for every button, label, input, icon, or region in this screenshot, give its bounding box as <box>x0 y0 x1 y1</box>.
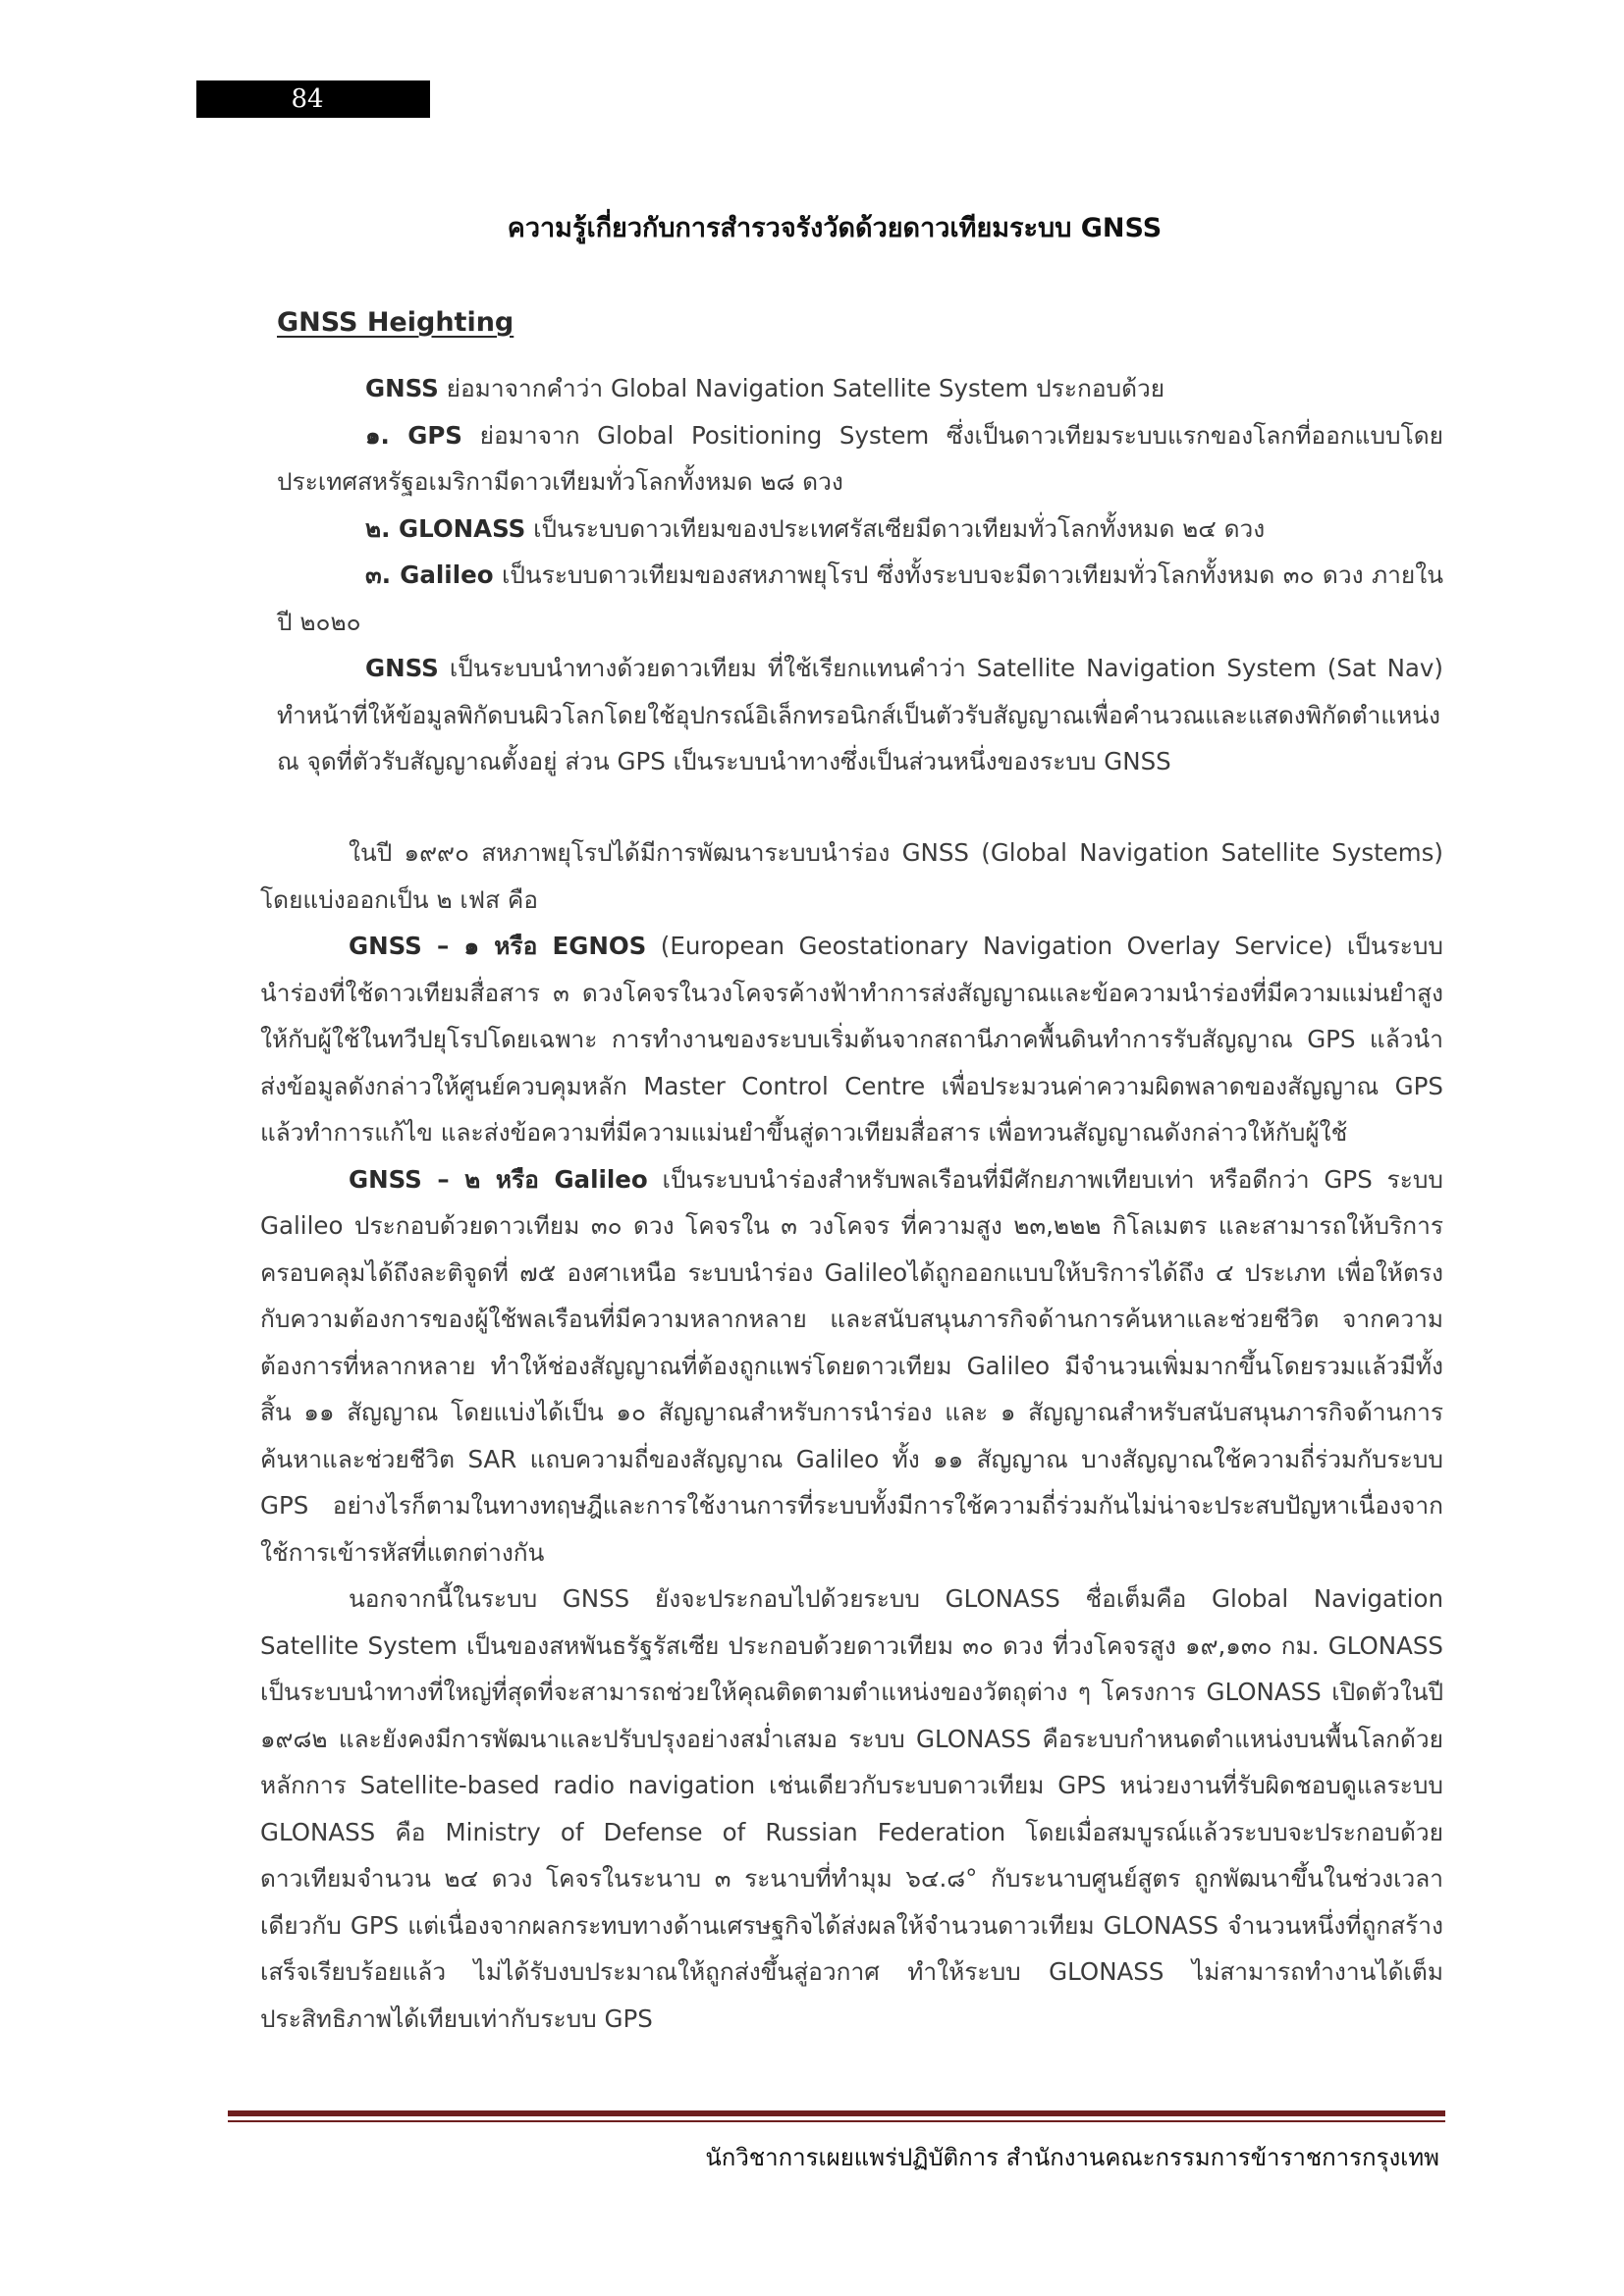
paragraph-egnos <box>260 923 1443 1156</box>
document-title: ความรู้เกี่ยวกับการสำรวจรังวัดด้วยดาวเทียมระบบ GNSS <box>507 213 1163 243</box>
term-bold: ๓. Galileo <box>365 561 494 589</box>
term-bold: ๒. GLONASS <box>365 513 526 543</box>
paragraph-galileo-phase <box>260 1156 1443 1576</box>
term-bold: GNSS – ๒ หรือ Galileo <box>349 1164 648 1194</box>
paragraph-text: เป็นระบบดาวเทียมของประเทศรัสเซียมีดาวเทียมทั่วโลกทั้งหมด ๒๔ ดวง <box>525 513 1266 543</box>
term-bold: GNSS – ๑ หรือ EGNOS <box>349 932 647 960</box>
paragraph-text: เป็นระบบดาวเทียมของสหภาพยุโรป ซึ่งทั้งระบบจะมีดาวเทียมทั่วโลกทั้งหมด ๓๐ ดวง ภายในปี ๒๐๒๐ <box>277 561 1443 636</box>
footer-rule <box>228 2110 1445 2116</box>
paragraph-1990-development <box>260 829 1443 923</box>
footer-text: นักวิชาการเผยแพร่ปฏิบัติการ สำนักงานคณะกรรมการข้าราชการกรุงเทพ <box>705 2144 1439 2171</box>
paragraph-text: ในปี ๑๙๙๐ สหภาพยุโรปได้มีการพัฒนาระบบนำร่อง GNSS (Global Navigation Satellite Systems) โดยแบ่งออกเป็น ๒ เฟส คือ <box>260 838 1443 914</box>
paragraph-text: เป็นระบบนำร่องสำหรับพลเรือนที่มีศักยภาพเทียบเท่า หรือดีกว่า GPS ระบบ Galileo ประกอบด้วยดาวเทียม ๓๐ ดวง โคจรใน ๓ วงโคจร ที่ความสูง ๒๓,๒๒๒ กิโลเมตร และสามารถให้บริการครอบคลุมได้ถึงละติจูดที่ ๗๕ องศาเหนือ ระบบนำร่อง Galileoได้ถูกออกแบบให้บริการได้ถึง ๔ ประเภท เพื่อให้ตรงกับความต้องการของผู้ใช้พลเรือนที่มีความหลากหลาย และสนับสนุนภารกิจด้านการค้นหาและช่วยชีวิต จากความต้องการที่หลากหลาย ทำให้ช่องสัญญาณที่ต้องถูกแพร่โดยดาวเทียม Galileo มีจำนวนเพิ่มมากขึ้นโดยรวมแล้วมีทั้งสิ้น ๑๑ สัญญาณ โดยแบ่งได้เป็น ๑๐ สัญญาณสำหรับการนำร่อง และ ๑ สัญญาณสำหรับสนับสนุนภารกิจด้านการค้นหาและช่วยชีวิต SAR แถบความถี่ของสัญญาณ Galileo ทั้ง ๑๑ สัญญาณ บางสัญญาณใช้ความถี่ร่วมกับระบบ GPS อย่างไรก็ตามในทางทฤษฎีและการใช้งานการที่ระบบทั้งมีการใช้ความถี่ร่วมกันไม่น่าจะประสบปัญหาเนื่องจากใช้การเข้ารหัสที่แตกต่างกัน <box>260 1164 1443 1567</box>
paragraph-gps <box>277 412 1443 506</box>
term-bold: ๑. GPS <box>365 420 462 450</box>
history-paragraphs <box>260 829 1443 2042</box>
term-bold: GNSS <box>365 654 439 682</box>
page-number: 84 <box>291 84 324 114</box>
paragraph-text: ย่อมาจาก Global Positioning System ซึ่งเป็นดาวเทียมระบบแรกของโลกที่ออกแบบโดยประเทศสหรัฐอเมริกามีดาวเทียมทั่วโลกทั้งหมด ๒๘ ดวง <box>277 420 1443 496</box>
paragraph-glonass <box>277 506 1443 553</box>
paragraph-glonass-detail <box>260 1575 1443 2042</box>
paragraph-text: ย่อมาจากคำว่า Global Navigation Satellite System ประกอบด้วย <box>438 374 1165 402</box>
paragraph-text: นอกจากนี้ในระบบ GNSS ยังจะประกอบไปด้วยระบบ GLONASS ชื่อเต็มคือ Global Navigation Satellite System เป็นของสหพันธรัฐรัสเซีย ประกอบด้วยดาวเทียม ๓๐ ดวง ที่วงโคจรสูง ๑๙,๑๓๐ กม. GLONASS เป็นระบบนำทางที่ใหญ่ที่สุดที่จะสามารถช่วยให้คุณติดตามตำแหน่งของวัตถุต่าง ๆ โครงการ GLONASS เปิดตัวในปี ๑๙๘๒ และยังคงมีการพัฒนาและปรับปรุงอย่างสม่ำเสมอ ระบบ GLONASS คือระบบกำหนดตำแหน่งบนพื้นโลกด้วยหลักการ Satellite-based radio navigation เช่นเดียวกับระบบดาวเทียม GPS หน่วยงานที่รับผิดชอบดูแลระบบ GLONASS คือ Ministry of Defense of Russian Federation โดยเมื่อสมบูรณ์แล้วระบบจะประกอบด้วยดาวเทียมจำนวน ๒๔ ดวง โคจรในระนาบ ๓ ระนาบที่ทำมุม ๖๔.๘° กับระนาบศูนย์สูตร ถูกพัฒนาขึ้นในช่วงเวลาเดียวกับ GPS แต่เนื่องจากผลกระทบทางด้านเศรษฐกิจได้ส่งผลให้จำนวนดาวเทียม GLONASS จำนวนหนึ่งที่ถูกสร้างเสร็จเรียบร้อยแล้ว ไม่ได้รับงบประมาณให้ถูกส่งขึ้นสู่อวกาศ ทำให้ระบบ GLONASS ไม่สามารถทำงานได้เต็มประสิทธิภาพได้เทียบเท่ากับระบบ GPS <box>260 1584 1443 2033</box>
paragraph-gnss-definition <box>277 365 1443 412</box>
paragraph-text: (European Geostationary Navigation Overlay Service) เป็นระบบนำร่องที่ใช้ดาวเทียมสื่อสาร ๓ ดวงโคจรในวงโคจรค้างฟ้าทำการส่งสัญญาณและข้อความนำร่องที่มีความแม่นยำสูงให้กับผู้ใช้ในทวีปยุโรปโดยเฉพาะ การทำงานของระบบเริ่มต้นจากสถานีภาคพื้นดินทำการรับสัญญาณ GPS แล้วนำส่งข้อมูลดังกล่าวให้ศูนย์ควบคุมหลัก Master Control Centre เพื่อประมวนค่าความผิดพลาดของสัญญาณ GPS แล้วทำการแก้ไข และส่งข้อความที่มีความแม่นยำขึ้นสู่ดาวเทียมสื่อสาร เพื่อทวนสัญญาณดังกล่าวให้กับผู้ใช้ <box>260 932 1443 1147</box>
paragraph-galileo <box>277 552 1443 645</box>
paragraph-gnss-navigation <box>277 645 1443 785</box>
page-number-bar <box>196 80 430 118</box>
footer-rule-thin <box>228 2120 1445 2122</box>
intro-paragraphs <box>277 365 1443 785</box>
section-heading: GNSS Heighting <box>277 307 514 338</box>
term-bold: GNSS <box>365 374 439 402</box>
paragraph-text: เป็นระบบนำทางด้วยดาวเทียม ที่ใช้เรียกแทนคำว่า Satellite Navigation System (Sat Nav) ทำหน้าที่ให้ข้อมูลพิกัดบนผิวโลกโดยใช้อุปกรณ์อิเล็กทรอนิกส์เป็นตัวรับสัญญาณเพื่อคำนวณและแสดงพิกัดตำแหน่ง ณ จุดที่ตัวรับสัญญาณตั้งอยู่ ส่วน GPS เป็นระบบนำทางซึ่งเป็นส่วนหนึ่งของระบบ GNSS <box>277 654 1443 775</box>
